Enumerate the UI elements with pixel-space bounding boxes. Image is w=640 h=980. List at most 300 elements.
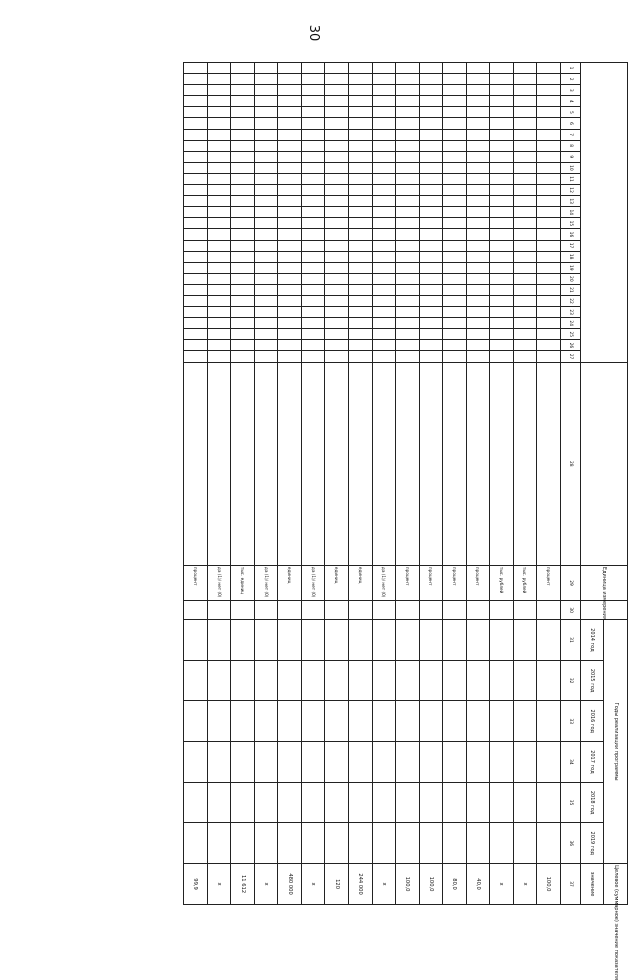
column-number: 7 (560, 129, 580, 140)
code-cell (325, 307, 349, 318)
code-cell (207, 107, 231, 118)
code-cell (278, 340, 302, 351)
code-cell (396, 74, 420, 85)
financing-cell (184, 601, 208, 620)
code-cell (348, 185, 372, 196)
code-cell (419, 207, 443, 218)
year-value (513, 620, 537, 661)
code-cell (372, 340, 396, 351)
code-cell (184, 307, 208, 318)
code-cell (537, 162, 561, 173)
code-cell (184, 173, 208, 184)
code-cell (443, 273, 467, 284)
code-cell (325, 340, 349, 351)
code-cell (348, 295, 372, 306)
code-cell (325, 107, 349, 118)
year-value (325, 823, 349, 864)
code-cell (513, 318, 537, 329)
year-value (513, 782, 537, 823)
table-row (231, 63, 255, 905)
code-cell (254, 329, 278, 340)
code-cell (443, 85, 467, 96)
code-cell (372, 318, 396, 329)
code-cell (231, 351, 255, 362)
code-cell (325, 118, 349, 129)
year-value (348, 620, 372, 661)
indicator-description (184, 362, 208, 565)
code-cell (348, 229, 372, 240)
indicator-unit: процент (466, 565, 490, 600)
code-cell (278, 218, 302, 229)
year-value (513, 701, 537, 742)
indicator-description (325, 362, 349, 565)
year-value (396, 660, 420, 701)
code-cell (537, 96, 561, 107)
code-cell (301, 229, 325, 240)
code-cell (537, 273, 561, 284)
code-cell (419, 107, 443, 118)
column-number: 37 (560, 864, 580, 905)
year-value (372, 782, 396, 823)
table-row (301, 63, 325, 905)
code-cell (301, 118, 325, 129)
code-cell (490, 318, 514, 329)
column-number: 27 (560, 351, 580, 362)
year-value (254, 701, 278, 742)
code-cell (254, 273, 278, 284)
code-cell (396, 295, 420, 306)
code-cell (184, 340, 208, 351)
year-value (207, 660, 231, 701)
code-cell (278, 74, 302, 85)
code-cell (396, 218, 420, 229)
target-value: 244 000 (348, 864, 372, 905)
code-cell (396, 307, 420, 318)
code-cell (466, 218, 490, 229)
code-cell (443, 229, 467, 240)
column-number: 3 (560, 85, 580, 96)
code-cell (419, 229, 443, 240)
code-cell (372, 85, 396, 96)
code-cell (325, 229, 349, 240)
year-value (325, 701, 349, 742)
code-cell (207, 251, 231, 262)
code-cell (443, 284, 467, 295)
code-cell (301, 74, 325, 85)
code-cell (443, 140, 467, 151)
code-cell (325, 273, 349, 284)
code-cell (466, 162, 490, 173)
code-cell (301, 273, 325, 284)
year-value (278, 782, 302, 823)
year-value (231, 823, 255, 864)
code-cell (325, 207, 349, 218)
year-header: 2014 год (580, 620, 604, 661)
code-cell (301, 318, 325, 329)
code-cell (372, 240, 396, 251)
code-cell (372, 173, 396, 184)
code-cell (537, 218, 561, 229)
code-cell (419, 63, 443, 74)
indicator-description (443, 362, 467, 565)
code-cell (254, 207, 278, 218)
column-number: 22 (560, 295, 580, 306)
code-cell (513, 96, 537, 107)
table-row (443, 63, 467, 905)
code-cell (396, 207, 420, 218)
code-cell (466, 107, 490, 118)
financing-cell (513, 601, 537, 620)
target-value: 100,0 (419, 864, 443, 905)
year-value (372, 823, 396, 864)
code-cell (537, 196, 561, 207)
code-cell (301, 251, 325, 262)
column-number: 29 (560, 565, 580, 600)
year-value (466, 742, 490, 783)
code-cell (301, 240, 325, 251)
target-value: х (513, 864, 537, 905)
code-cell (348, 196, 372, 207)
code-cell (278, 262, 302, 273)
code-cell (231, 262, 255, 273)
code-cell (466, 351, 490, 362)
code-cell (490, 251, 514, 262)
code-cell (278, 207, 302, 218)
code-cell (278, 307, 302, 318)
code-cell (231, 218, 255, 229)
year-value (372, 742, 396, 783)
indicator-unit: да (1)/ нет (0) (301, 565, 325, 600)
code-cell (231, 74, 255, 85)
code-cell (348, 251, 372, 262)
code-cell (278, 240, 302, 251)
code-cell (372, 351, 396, 362)
code-cell (231, 329, 255, 340)
column-number: 12 (560, 185, 580, 196)
column-number: 23 (560, 307, 580, 318)
target-value: 40,0 (466, 864, 490, 905)
code-cell (419, 295, 443, 306)
code-cell (513, 129, 537, 140)
year-value (443, 660, 467, 701)
code-cell (466, 318, 490, 329)
code-cell (207, 140, 231, 151)
year-value (184, 701, 208, 742)
year-value (466, 701, 490, 742)
code-cell (466, 262, 490, 273)
table-row (254, 63, 278, 905)
indicator-description (490, 362, 514, 565)
code-cell (207, 340, 231, 351)
indicator-unit: да (1)/ нет (0) (254, 565, 278, 600)
code-cell (254, 229, 278, 240)
code-cell (348, 318, 372, 329)
year-value (278, 823, 302, 864)
year-value (396, 701, 420, 742)
code-cell (396, 240, 420, 251)
code-cell (207, 351, 231, 362)
program-table (183, 62, 628, 980)
code-cell (254, 162, 278, 173)
year-value (184, 620, 208, 661)
code-cell (325, 151, 349, 162)
budget-codes-header (580, 63, 627, 363)
year-value (466, 660, 490, 701)
code-cell (513, 107, 537, 118)
year-value (537, 701, 561, 742)
year-value (207, 782, 231, 823)
target-value-header: Целевое (суммарное) значение показателя (604, 864, 628, 905)
year-value (443, 782, 467, 823)
year-value (396, 823, 420, 864)
code-cell (466, 295, 490, 306)
code-cell (301, 284, 325, 295)
code-cell (207, 85, 231, 96)
code-cell (231, 307, 255, 318)
financing-cell (537, 601, 561, 620)
code-cell (207, 229, 231, 240)
code-cell (254, 96, 278, 107)
year-value (348, 742, 372, 783)
code-cell (348, 329, 372, 340)
code-cell (490, 85, 514, 96)
year-value (231, 620, 255, 661)
column-number: 33 (560, 701, 580, 742)
code-cell (372, 118, 396, 129)
year-value (184, 823, 208, 864)
year-value (537, 660, 561, 701)
year-value (490, 620, 514, 661)
year-value (490, 701, 514, 742)
code-cell (184, 185, 208, 196)
code-cell (348, 173, 372, 184)
code-cell (231, 240, 255, 251)
code-cell (419, 307, 443, 318)
code-cell (372, 129, 396, 140)
year-value (325, 742, 349, 783)
code-cell (301, 340, 325, 351)
year-value (278, 742, 302, 783)
code-cell (278, 173, 302, 184)
year-value (207, 620, 231, 661)
indicator-unit: процент (184, 565, 208, 600)
year-value (184, 782, 208, 823)
code-cell (207, 262, 231, 273)
code-cell (490, 74, 514, 85)
code-cell (207, 173, 231, 184)
code-cell (466, 251, 490, 262)
table-row (419, 63, 443, 905)
year-value (207, 823, 231, 864)
code-cell (348, 63, 372, 74)
year-value (348, 660, 372, 701)
code-cell (466, 74, 490, 85)
column-number: 21 (560, 284, 580, 295)
code-cell (301, 162, 325, 173)
code-cell (466, 173, 490, 184)
code-cell (419, 74, 443, 85)
code-cell (443, 107, 467, 118)
code-cell (537, 107, 561, 118)
code-cell (372, 273, 396, 284)
table-row (372, 63, 396, 905)
code-cell (490, 273, 514, 284)
year-value (278, 701, 302, 742)
column-number: 36 (560, 823, 580, 864)
code-cell (278, 118, 302, 129)
code-cell (537, 151, 561, 162)
code-cell (490, 96, 514, 107)
code-cell (301, 63, 325, 74)
code-cell (278, 96, 302, 107)
year-header: 2015 год (580, 660, 604, 701)
code-cell (513, 218, 537, 229)
year-value (396, 620, 420, 661)
code-cell (513, 307, 537, 318)
code-cell (184, 251, 208, 262)
financing-cell (278, 601, 302, 620)
table-row (466, 63, 490, 905)
code-cell (254, 262, 278, 273)
year-value (301, 782, 325, 823)
year-value (254, 782, 278, 823)
code-cell (207, 74, 231, 85)
code-cell (443, 307, 467, 318)
indicator-unit: тыс. рублей (490, 565, 514, 600)
code-cell (325, 284, 349, 295)
code-cell (466, 240, 490, 251)
code-cell (348, 74, 372, 85)
year-value (278, 660, 302, 701)
code-cell (490, 173, 514, 184)
code-cell (325, 196, 349, 207)
code-cell (325, 218, 349, 229)
code-cell (513, 340, 537, 351)
column-number-row (560, 63, 580, 905)
code-cell (419, 96, 443, 107)
code-cell (513, 74, 537, 85)
code-cell (184, 284, 208, 295)
code-cell (537, 340, 561, 351)
code-cell (513, 185, 537, 196)
year-value (184, 742, 208, 783)
code-cell (278, 351, 302, 362)
year-value (490, 823, 514, 864)
indicator-unit: единиц (348, 565, 372, 600)
code-cell (513, 273, 537, 284)
code-cell (184, 351, 208, 362)
code-cell (490, 307, 514, 318)
code-cell (207, 273, 231, 284)
code-cell (184, 107, 208, 118)
code-cell (325, 240, 349, 251)
year-value (443, 742, 467, 783)
code-cell (443, 351, 467, 362)
code-cell (419, 151, 443, 162)
code-cell (513, 140, 537, 151)
financing-cell (396, 601, 420, 620)
code-cell (419, 318, 443, 329)
code-cell (184, 140, 208, 151)
code-cell (466, 151, 490, 162)
code-cell (254, 173, 278, 184)
code-cell (184, 262, 208, 273)
code-cell (184, 129, 208, 140)
code-cell (325, 85, 349, 96)
year-value (207, 701, 231, 742)
year-value (325, 660, 349, 701)
target-value: х (490, 864, 514, 905)
code-cell (254, 85, 278, 96)
indicator-description (372, 362, 396, 565)
code-cell (396, 284, 420, 295)
value-label-header: значение (580, 864, 604, 905)
target-value: х (301, 864, 325, 905)
table-row (396, 63, 420, 905)
code-cell (301, 96, 325, 107)
code-cell (490, 295, 514, 306)
code-cell (231, 251, 255, 262)
year-value (372, 701, 396, 742)
code-cell (207, 118, 231, 129)
indicator-description (537, 362, 561, 565)
table-row (278, 63, 302, 905)
code-cell (301, 295, 325, 306)
indicator-description (466, 362, 490, 565)
code-cell (443, 240, 467, 251)
financing-cell (443, 601, 467, 620)
column-number: 2 (560, 74, 580, 85)
code-cell (348, 284, 372, 295)
code-cell (466, 284, 490, 295)
target-value: 100,0 (537, 864, 561, 905)
indicator-unit: единиц (325, 565, 349, 600)
code-cell (419, 185, 443, 196)
year-value (419, 620, 443, 661)
code-cell (443, 96, 467, 107)
code-cell (372, 63, 396, 74)
target-value: 480 000 (278, 864, 302, 905)
code-cell (231, 118, 255, 129)
code-cell (490, 218, 514, 229)
code-cell (419, 85, 443, 96)
column-number: 16 (560, 229, 580, 240)
year-value (419, 742, 443, 783)
code-cell (348, 140, 372, 151)
code-cell (419, 218, 443, 229)
indicator-description (207, 362, 231, 565)
code-cell (372, 262, 396, 273)
code-cell (537, 140, 561, 151)
code-cell (419, 240, 443, 251)
target-value: 120 (325, 864, 349, 905)
year-value (466, 782, 490, 823)
code-cell (537, 318, 561, 329)
code-cell (372, 140, 396, 151)
code-cell (325, 329, 349, 340)
code-cell (490, 196, 514, 207)
column-number: 32 (560, 660, 580, 701)
year-value (231, 701, 255, 742)
code-cell (184, 162, 208, 173)
column-number: 14 (560, 207, 580, 218)
code-cell (372, 196, 396, 207)
code-cell (490, 207, 514, 218)
year-value (537, 823, 561, 864)
financing-cell (231, 601, 255, 620)
code-cell (325, 129, 349, 140)
year-value (466, 823, 490, 864)
